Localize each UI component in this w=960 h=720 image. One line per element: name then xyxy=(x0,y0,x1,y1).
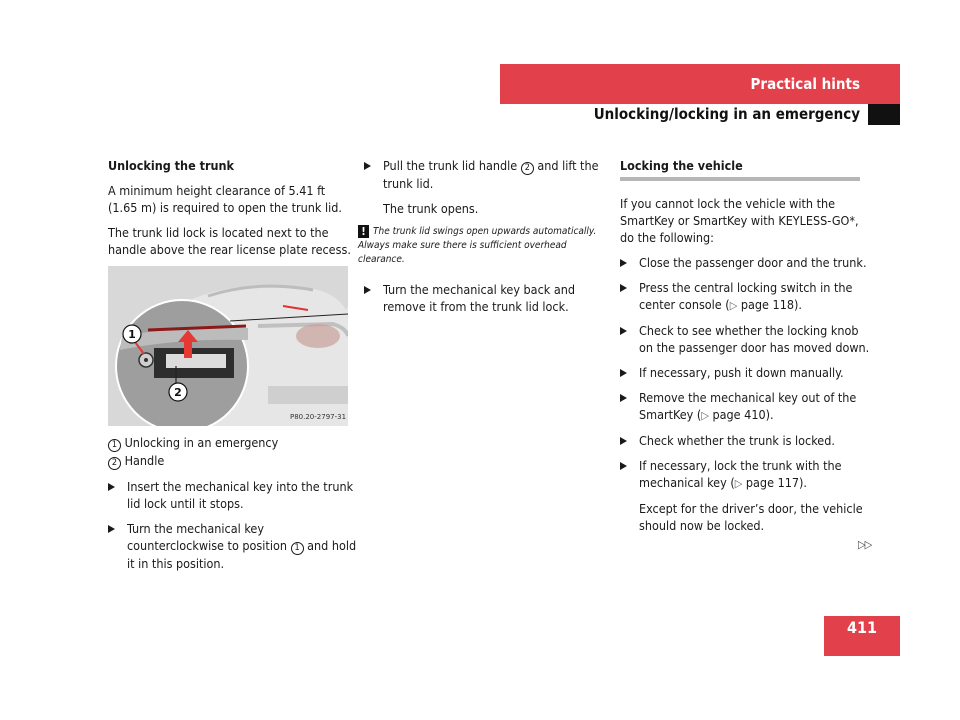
instruction-step xyxy=(108,520,358,572)
step-text-part: Pull the trunk lid handle xyxy=(383,158,521,173)
step-arrow-icon xyxy=(364,162,371,170)
step-arrow-icon xyxy=(364,286,371,294)
warning-note-text: The trunk lid swings open upwards automatically. Always make sure there is sufficient overhead clearance. xyxy=(358,226,597,265)
step-arrow-icon xyxy=(108,483,115,491)
legend-item xyxy=(108,434,358,452)
step-arrow-icon xyxy=(620,327,627,335)
page-reference-icon: ▷ xyxy=(734,477,743,490)
step-arrow-icon xyxy=(620,437,627,445)
column-trunk-opening xyxy=(358,157,606,323)
instruction-step xyxy=(620,389,870,424)
step-arrow-icon xyxy=(108,525,115,533)
step-text-part: and hold it in this position. xyxy=(127,538,357,571)
page-reference-icon: ▷ xyxy=(729,299,738,312)
page-number: 411 xyxy=(846,618,878,637)
step-text-part: Turn the mechanical key counterclockwise to position xyxy=(127,521,291,553)
figure-code: P80.20-2797-31 xyxy=(290,413,347,421)
instruction-step xyxy=(620,432,870,449)
step-arrow-icon xyxy=(620,394,627,402)
step-text-part: Remove the mechanical key out of the SmartKey ( xyxy=(639,390,857,422)
step-text-part: If necessary, lock the trunk with the mechanical key ( xyxy=(639,458,842,490)
page-reference-link[interactable]: page 410). xyxy=(708,407,774,422)
step-arrow-icon xyxy=(620,462,627,470)
continue-arrows-icon: ▷▷ xyxy=(858,538,872,551)
page-reference-link[interactable]: page 118). xyxy=(737,297,802,312)
header-tab-marker xyxy=(868,104,900,125)
paragraph-clearance: A minimum height clearance of 5.41 ft (1.65 m) is required to open the trunk lid. xyxy=(108,183,342,215)
position-number: 2 xyxy=(521,162,534,175)
figure-callout-2: 2 xyxy=(174,386,182,399)
step-arrow-icon xyxy=(620,369,627,377)
step-text-part: and lift the trunk lid. xyxy=(383,158,599,191)
legend-number: 1 xyxy=(108,439,121,452)
heading-locking-vehicle: Locking the vehicle xyxy=(620,158,743,173)
paragraph-lock-location: The trunk lid lock is located next to the handle above the rear license plate recess. xyxy=(108,225,351,257)
section-divider xyxy=(620,177,860,181)
page-title: Unlocking/locking in an emergency xyxy=(593,105,860,123)
warning-note xyxy=(358,225,606,267)
step-text: Check whether the trunk is locked. xyxy=(639,433,835,448)
step-text: Close the passenger door and the trunk. xyxy=(639,255,867,270)
trunk-lock-figure xyxy=(108,266,348,426)
instruction-step xyxy=(620,279,870,314)
trunk-lock-illustration xyxy=(108,266,348,426)
page-number-box xyxy=(824,616,900,656)
figure-callout-1: 1 xyxy=(128,328,136,341)
warning-icon: ! xyxy=(358,225,369,238)
step-arrow-icon xyxy=(620,259,627,267)
legend-text: Unlocking in an emergency xyxy=(124,435,279,450)
heading-unlocking-trunk: Unlocking the trunk xyxy=(108,158,235,173)
step-text: Turn the mechanical key back and remove it from the trunk lid lock. xyxy=(383,282,575,314)
step-text-part: Press the central locking switch in the center console ( xyxy=(639,280,853,312)
page-reference-icon: ▷ xyxy=(701,409,709,422)
column-locking-vehicle xyxy=(620,157,870,542)
page-reference-link[interactable]: page 117). xyxy=(742,475,807,490)
instruction-step xyxy=(364,281,606,315)
instruction-step xyxy=(364,157,606,192)
instruction-step xyxy=(620,457,870,492)
legend-text: Handle xyxy=(124,453,165,468)
closing-text: Except for the driver’s door, the vehicle should now be locked. xyxy=(639,501,863,533)
legend-item xyxy=(108,452,358,470)
header-section-title: Practical hints xyxy=(750,74,860,93)
position-number: 1 xyxy=(291,542,304,555)
instruction-step xyxy=(620,322,870,356)
instruction-step xyxy=(620,254,870,271)
step-arrow-icon xyxy=(620,284,627,292)
legend-number: 2 xyxy=(108,457,121,470)
step-text: Check to see whether the locking knob on the passenger door has moved down. xyxy=(639,323,870,355)
column-unlocking-trunk xyxy=(108,157,358,580)
header-section-bar xyxy=(500,64,900,104)
step-text: If necessary, push it down manually. xyxy=(639,365,844,380)
paragraph-locking-intro: If you cannot lock the vehicle with the SmartKey or SmartKey with KEYLESS-GO*, do the following: xyxy=(620,196,859,245)
step-text: Insert the mechanical key into the trunk lid lock until it stops. xyxy=(127,479,354,511)
result-text: The trunk opens. xyxy=(383,201,479,216)
instruction-step xyxy=(620,364,870,381)
instruction-step xyxy=(108,478,358,512)
